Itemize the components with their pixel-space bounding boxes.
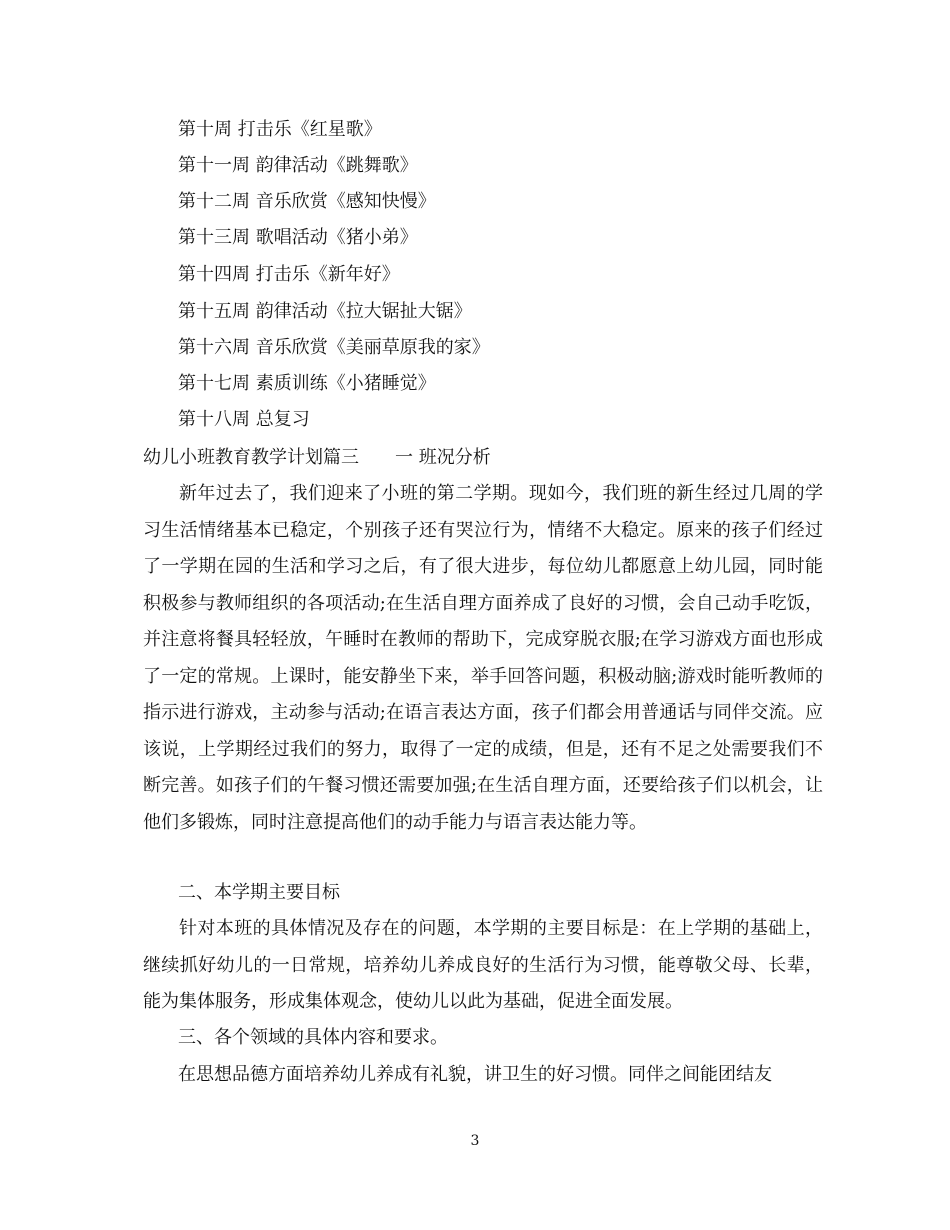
week-10-line: 第十周 打击乐《红星歌》 bbox=[178, 119, 382, 140]
moral-education-paragraph: 在思想品德方面培养幼儿养成有礼貌，讲卫生的好习惯。同伴之间能团结友 bbox=[178, 1064, 772, 1085]
week-17-line: 第十七周 素质训练《小猪睡觉》 bbox=[178, 373, 436, 394]
goals-heading: 二、本学期主要目标 bbox=[178, 882, 340, 903]
section-heading: 幼儿小班教育教学计划篇三 一 班况分析 bbox=[143, 447, 491, 468]
week-11-line: 第十一周 韵律活动《跳舞歌》 bbox=[178, 155, 418, 176]
class-analysis-paragraph: 新年过去了，我们迎来了小班的第二学期。现如今，我们班的新生经过几周的学习生活情绪基本已稳定，个别孩子还有哭泣行为，情绪不大稳定。原来的孩子们经过了一学期在园的生活和学习之后，有了很大进步，每位幼儿都愿意上幼儿园，同时能积极参与教师组织的各项活动;在生活自理方面养成了良好的习惯，会自己动手吃饭，并注意将餐具轻轻放，午睡时在教师的帮助下，完成穿脱衣服;在学习游戏方面也形成了一定的常规。上课时，能安静坐下来，举手回答问题，积极动脑;游戏时能听教师的指示进行游戏，主动参与活动;在语言表达方面，孩子们都会用普通话与同伴交流。应该说，上学期经过我们的努力，取得了一定的成绩，但是，还有不足之处需要我们不断完善。如孩子们的午餐习惯还需要加强;在生活自理方面，还要给孩子们以机会，让他们多锻炼，同时注意提高他们的动手能力与语言表达能力等。 bbox=[143, 483, 823, 833]
week-12-line: 第十二周 音乐欣赏《感知快慢》 bbox=[178, 191, 436, 212]
week-16-line: 第十六周 音乐欣赏《美丽草原我的家》 bbox=[178, 337, 490, 358]
page-number: 3 bbox=[470, 1133, 480, 1149]
week-13-line: 第十三周 歌唱活动《猪小弟》 bbox=[178, 227, 418, 248]
content-requirements-heading: 三、各个领域的具体内容和要求。 bbox=[178, 1027, 448, 1048]
week-15-line: 第十五周 韵律活动《拉大锯扯大锯》 bbox=[178, 301, 472, 322]
week-18-line: 第十八周 总复习 bbox=[178, 409, 310, 430]
goals-paragraph: 针对本班的具体情况及存在的问题，本学期的主要目标是：在上学期的基础上，继续抓好幼儿的一日常规，培养幼儿养成良好的生活行为习惯，能尊敬父母、长辈，能为集体服务，形成集体观念，使幼儿以此为基础，促进全面发展。 bbox=[143, 918, 823, 1012]
week-14-line: 第十四周 打击乐《新年好》 bbox=[178, 264, 400, 285]
